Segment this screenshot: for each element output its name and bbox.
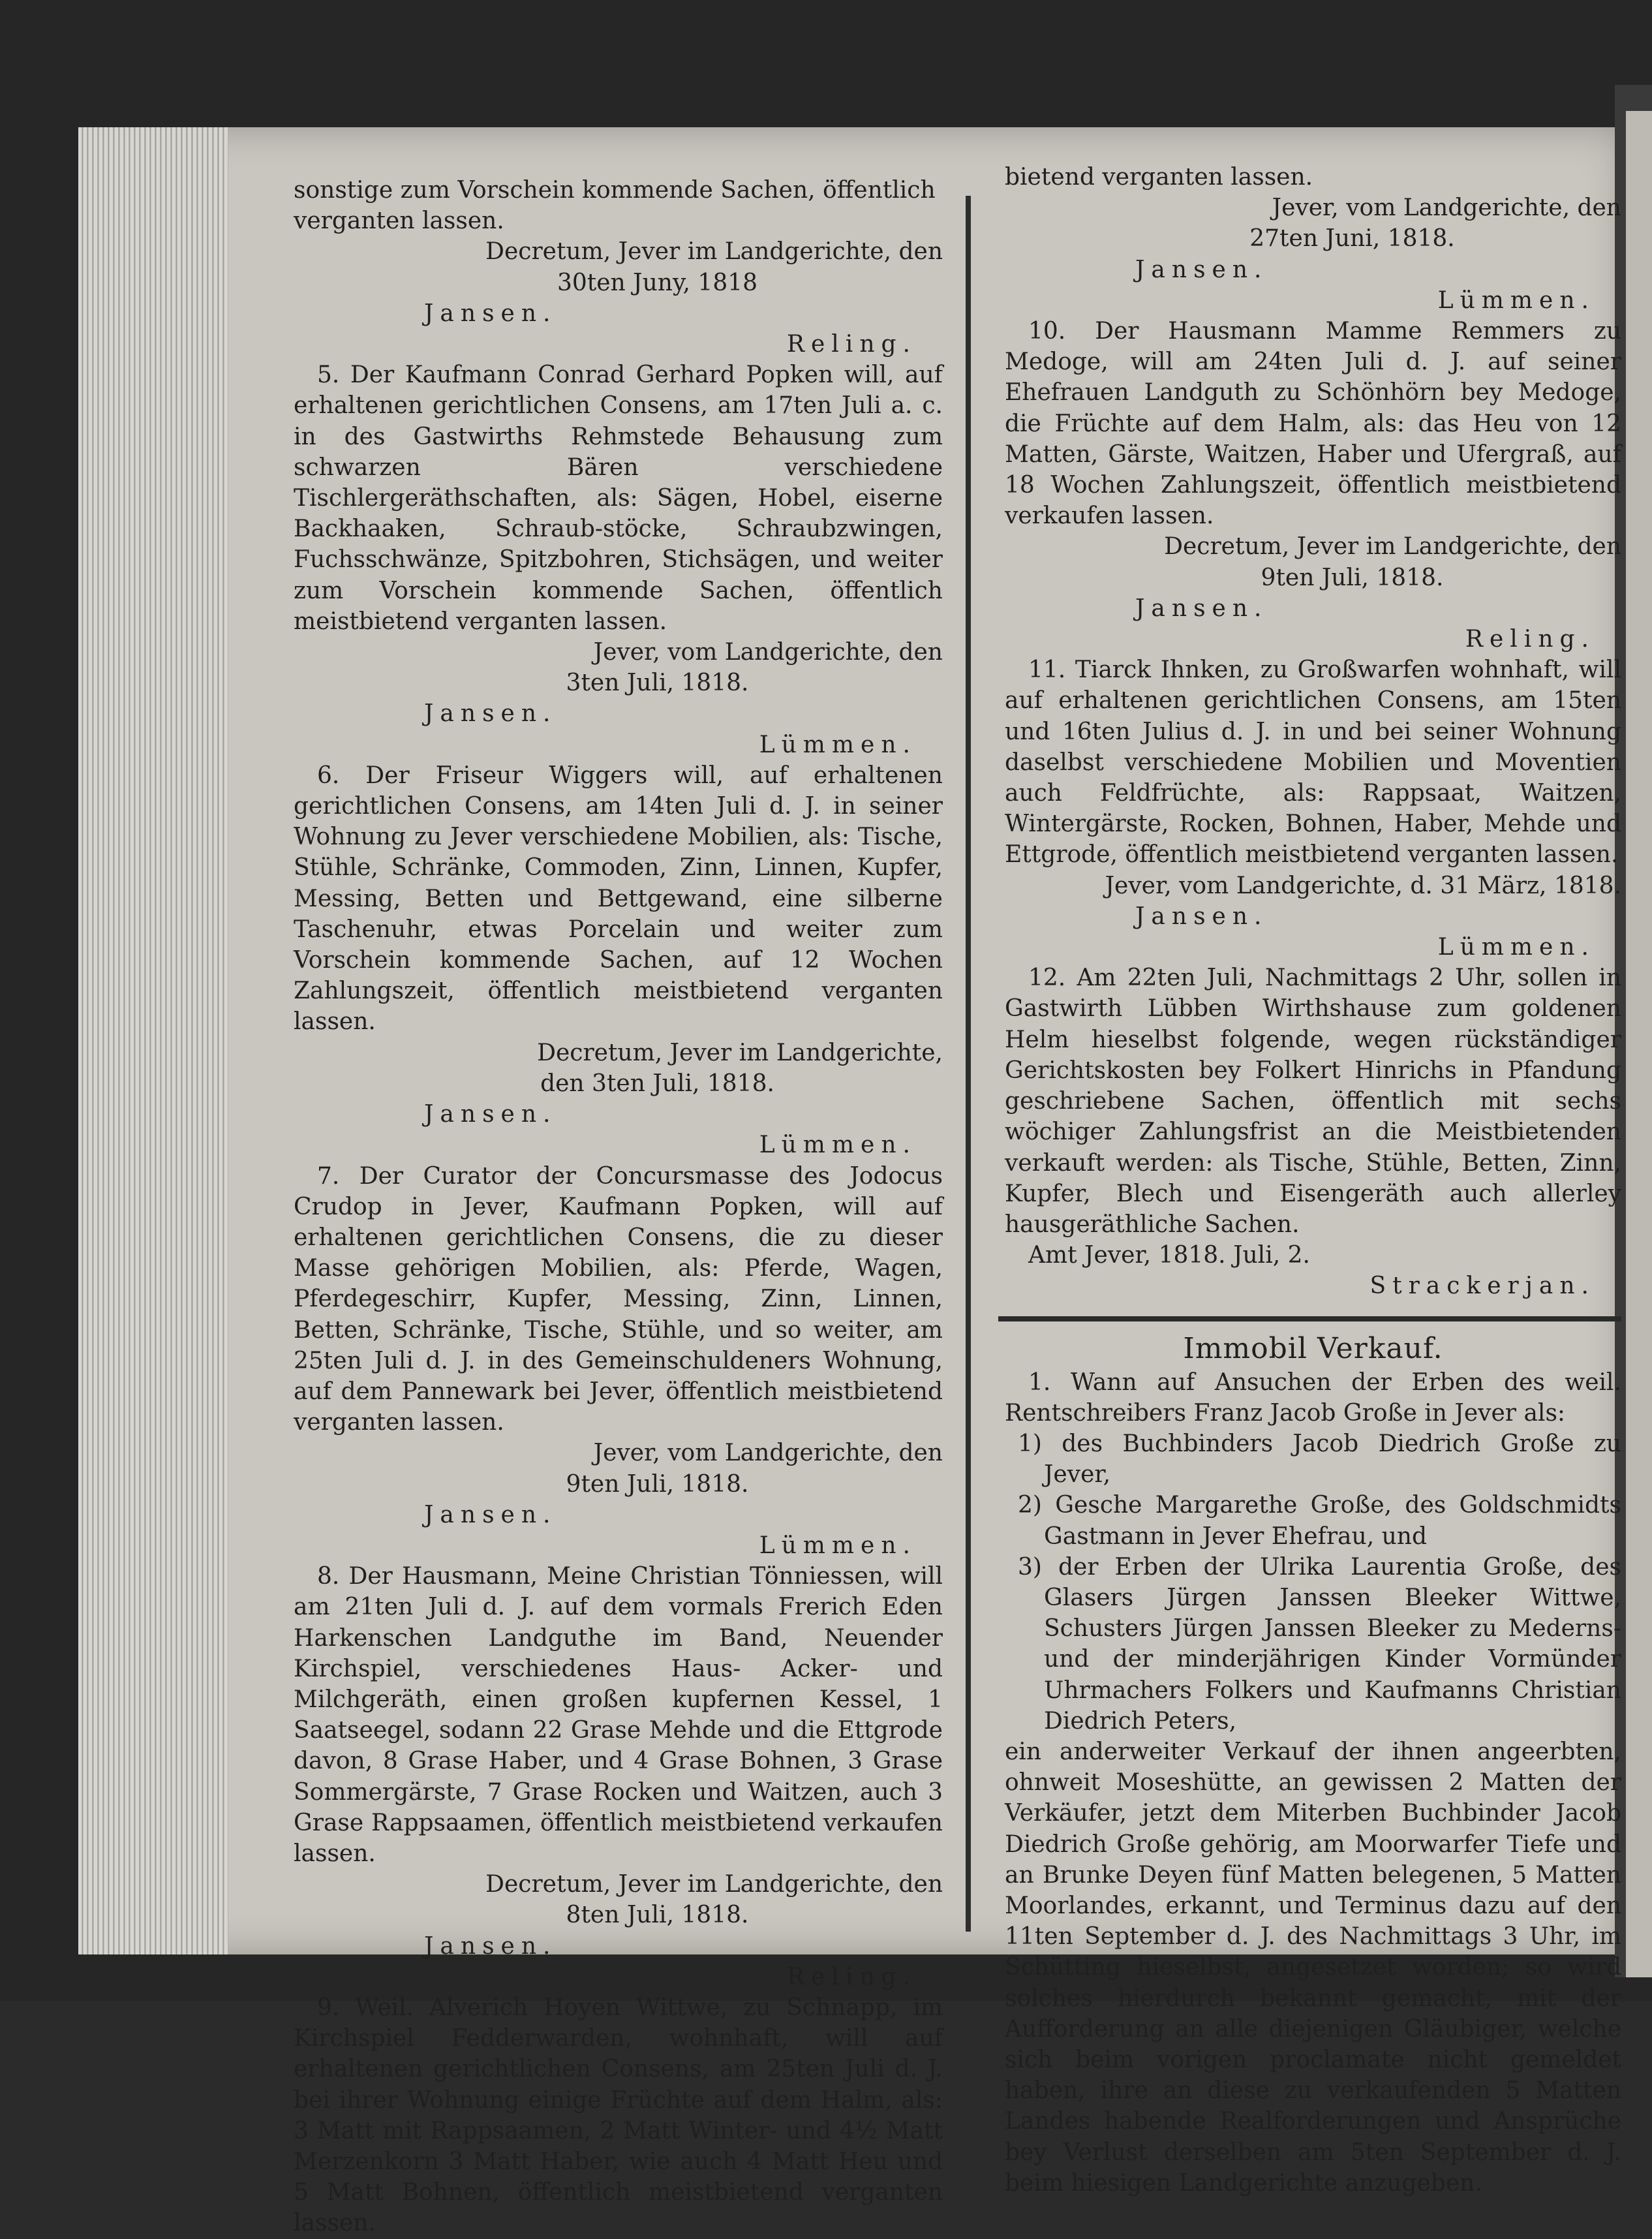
left_column-line: Lümmen. [759,731,917,758]
right_column-line: Strackerjan. [1369,1273,1595,1300]
right-column [1005,162,1621,2197]
left_column-line: 6. Der Friseur Wiggers will, auf erhaltenen gerichtlichen Consens, am 14ten Juli d. J. in seiner Wohnung zu Jever verschiedene Mobilien, als: Tische, Stühle, Schränke, Commoden, Zinn, Linnen, Kupfer, Messing, Betten und Bettgewand, eine silberne Taschenuhr, etwas Porcelain und weiter zum Vorschein kommende Sachen, auf 12 Wochen Zahlungszeit, öffentlich meistbietend verganten lassen. [294,762,943,1036]
left_column-line: Jansen. [424,300,557,327]
left_column-line: 9. Weil. Alverich Hoyen Wittwe, zu Schnapp, im Kirchspiel Fedderwarden, wohnhaft, will auf erhaltenen gerichtlichen Consens, am 25ten Juli d. J. bei ihrer Wohnung einige Früchte auf dem Halm, als: 3 Matt mit Rappsaamen, 2 Matt Winter- und 4½ Matt Merzenkorn 3 Matt Haber, wie auch 4 Matt Heu und 5 Matt Bohnen, öffentlich meistbietend verganten lassen. [294,1994,943,2237]
left_column-line: 8ten Juli, 1818. [566,1902,749,1929]
section-body: ein anderweiter Verkauf der ihnen angeerbten, ohnweit Moseshütte, an gewissen 2 Matten der Verkäufer, jetzt dem Miterben Buchbinder Jacob Diedrich Große gehörig, am Moorwarfer Tiefe und an Brunke Deyen fünf Matten belegenen, 5 Matten Moorlandes, erkannt, und Terminus dazu auf den 11ten September d. J. des Nachmittags 3 Uhr, im Schütting hieselbst, angesetzet worden; so wird solches hierdurch bekannt gemacht, mit der Aufforderung an alle diejenigen Gläubiger, welche sich beim vorigen proclamate nicht gemeldet haben, ihre an diese zu verkaufenden 5 Matten Landes habende Realforderungen und Ansprüche bey Verlust derselben am 5ten September d. J. beim hiesigen Landgerichte anzugeben. [1005,1738,1621,2197]
left_column-line: Jansen. [424,1101,557,1128]
left_column-line: 8. Der Hausmann, Meine Christian Tönniessen, will am 21ten Juli d. J. auf dem vormals Frerich Eden Harkenschen Landguthe im Band, Neuender Kirchspiel, verschiedenes Haus- Acker- und Milchgeräth, einen großen kupfernen Kessel, 1 Saatseegel, sodann 22 Grase Mehde und die Ettgrode davon, 8 Grase Haber, und 4 Grase Bohnen, 3 Grase Sommergärste, 7 Grase Rocken und Waitzen, auch 3 Grase Rappsaamen, öffentlich meistbietend verkaufen lassen. [294,1563,943,1867]
right_column-line: Amt Jever, 1818. Juli, 2. [1028,1242,1310,1269]
left_column-line: Jansen. [424,700,557,728]
left_column-line: 30ten Juny, 1818 [557,269,758,296]
left_column-line: den 3ten Juli, 1818. [540,1070,774,1097]
right_column-line: 11. Tiarck Ihnken, zu Großwarfen wohnhaft, will auf erhaltenen gerichtlichen Consens, am 15ten und 16ten Julius d. J. in und bei seiner Wohnung daselbst verschiedene Mobilien und Moventien auch Feldfrüchte, als: Rappsaat, Waitzen, Wintergärste, Rocken, Bohnen, Haber, Mehde und Ettgrode, öffentlich meistbietend verganten lassen. [1005,656,1621,869]
left_column-line: Jever, vom Landgerichte, den [593,639,943,666]
right_column-line: Jever, vom Landgerichte, den [1272,194,1621,222]
adjacent-page-edge [1626,111,1652,1977]
right_column-line: bietend verganten lassen. [1005,164,1313,191]
section-title: Immobil Verkauf. [1183,1331,1443,1365]
right_column-line: 9ten Juli, 1818. [1261,564,1444,591]
right_column-line: 12. Am 22ten Juli, Nachmittags 2 Uhr, sollen in Gastwirth Lübben Wirthshause zum goldenen Helm hieselbst folgende, wegen rückständiger Gerichtskosten bey Folkert Hinrichs in Pfandung geschriebene Sachen, öffentlich mit sechs wöchiger Zahlungsfrist an die Meistbietenden verkauft werden: als Tische, Stühle, Betten, Zinn, Kupfer, Blech und Eisengeräth auch allerley hausgeräthliche Sachen. [1005,965,1621,1238]
left_column-line: sonstige zum Vorschein kommende Sachen, öffentlich [294,177,936,204]
right_column-line: 27ten Juni, 1818. [1249,225,1455,253]
right_column-line: Jever, vom Landgerichte, d. 31 März, 1818. [1105,872,1621,899]
left_column-line: Decretum, Jever im Landgerichte, den [485,238,943,266]
right_column-line: Jansen. [1135,903,1268,930]
right_column-line: Jansen. [1135,594,1268,622]
left_column-line: 7. Der Curator der Concursmasse des Jodocus Crudop in Jever, Kaufmann Popken, will auf erhaltenen gerichtlichen Consens, die zu dieser Masse gehörigen Mobilien, als: Pferde, Wagen, Pferdegeschirr, Kupfer, Messing, Zinn, Linnen, Betten, Schränke, Tische, Stühle, und so weiter, am 25ten Juli d. J. in des Gemeinschuldeners Wohnung, auf dem Pannewark bei Jever, öffentlich meistbietend verganten lassen. [294,1162,943,1436]
left_column-line: Lümmen. [759,1132,917,1159]
right_column-line: Jansen. [1135,256,1268,283]
left_column-line: Jever, vom Landgerichte, den [593,1440,943,1467]
right_column-line: Lümmen. [1437,934,1595,961]
left_column-line: Decretum, Jever im Landgerichte, [537,1039,943,1066]
left_column-line: 3ten Juli, 1818. [566,670,749,697]
column-divider [966,196,971,1932]
section-list-item: 3) der Erben der Ulrika Laurentia Große, des Glasers Jürgen Janssen Bleeker Wittwe, Schusters Jürgen Janssen Bleeker zu Mederns- und der minderjährigen Kinder Vormünder Uhrmachers Folkers und Kaufmanns Christian Diedrich Peters, [1018,1553,1621,1735]
left_column-line: 5. Der Kaufmann Conrad Gerhard Popken will, auf erhaltenen gerichtlichen Consens, am 17ten Juli a. c. in des Gastwirths Rehmstede Behausung zum schwarzen Bären verschiedene Tischlergeräthschaften, als: Sägen, Hobel, eiserne Backhaaken, Schraub-stöcke, Schraubzwingen, Fuchsschwänze, Spitzbohren, Stichsägen, und weiter zum Vorschein kommende Sachen, öffentlich meistbietend verganten lassen. [294,362,943,635]
left_column-line: Jansen. [424,1501,557,1528]
left_column-line: Reling. [786,1963,917,1990]
page-edge-stack [78,127,228,1954]
left_column-line: Jansen. [424,1932,557,1960]
section-items [1005,1428,1621,1737]
left_column-line: Reling. [786,331,917,358]
right_column-line: Lümmen. [1437,286,1595,314]
section-list-item: 1) des Buchbinders Jacob Diedrich Große zu Jever, [1018,1430,1621,1489]
left_column-line: Lümmen. [759,1532,917,1559]
right_column-line: Reling. [1465,626,1595,653]
right_column-line: 10. Der Hausmann Mamme Remmers zu Medoge, will am 24ten Juli d. J. auf seiner Ehefrauen Landguth zu Schönhörn bey Medoge, die Früchte auf dem Halm, als: das Heu von 12 Matten, Gärste, Waitzen, Haber und Ufergraß, auf 18 Wochen Zahlungszeit, öffentlich meistbietend verkaufen lassen. [1005,318,1621,530]
left_column-line: verganten lassen. [294,208,504,235]
section-list-item: 2) Gesche Margarethe Große, des Goldschmidts Gastmann in Jever Ehefrau, und [1018,1492,1621,1550]
right-column-notices [1005,162,1621,1302]
left-column [294,175,943,2237]
left_column-line: 9ten Juli, 1818. [566,1470,749,1498]
left_column-line: Decretum, Jever im Landgerichte, den [485,1871,943,1898]
section-rule [998,1316,1621,1321]
section-intro: 1. Wann auf Ansuchen der Erben des weil. Rentschreibers Franz Jacob Große in Jever als: [1005,1368,1621,1427]
right_column-line: Decretum, Jever im Landgerichte, den [1164,533,1621,561]
